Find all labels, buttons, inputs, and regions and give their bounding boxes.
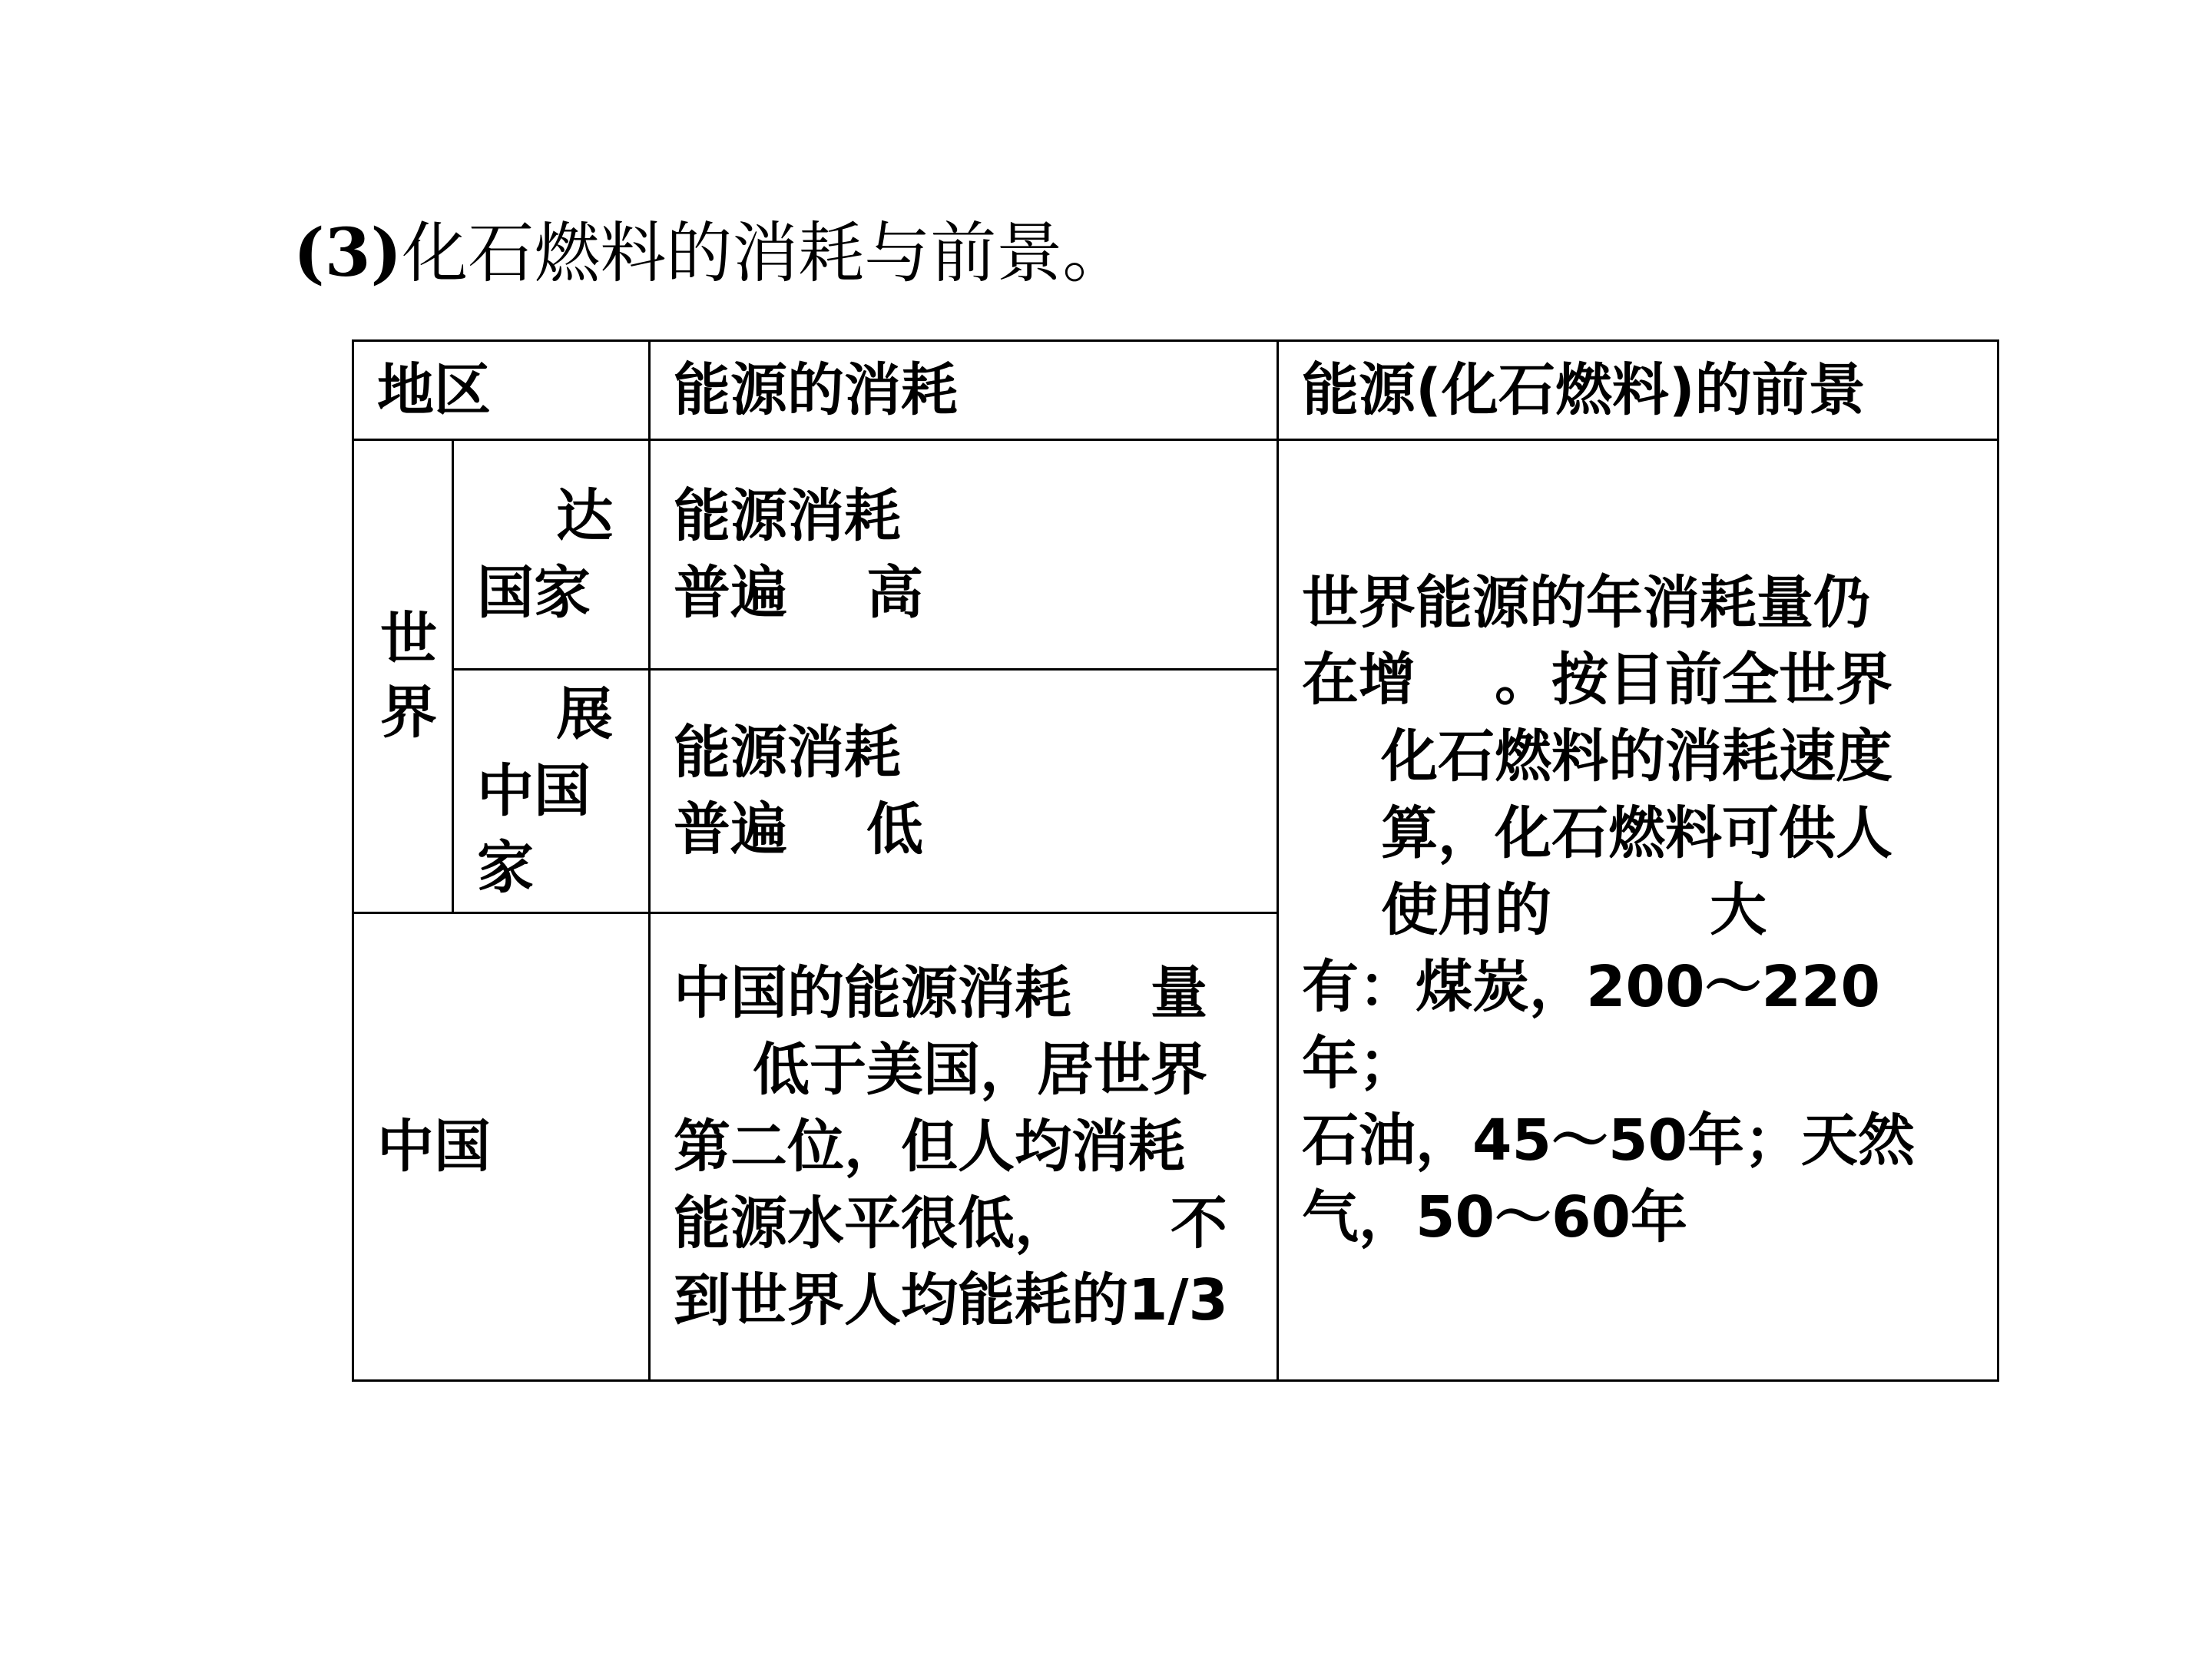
region-developed-label: 达 国家 xyxy=(453,440,650,670)
table-header-row xyxy=(353,341,1998,440)
header-consumption: 能源的消耗 xyxy=(650,341,1278,440)
region-developing-label: 展 中国 家 xyxy=(453,670,650,913)
energy-consumption-table xyxy=(352,339,1999,1382)
header-prospect: 能源(化石燃料)的前景 xyxy=(1278,341,1998,440)
developed-consumption: 能源消耗 普遍 高 xyxy=(650,440,1278,670)
region-china-label: 中国 xyxy=(353,913,650,1381)
china-consumption: 中国的能源消耗 量 低于美国，居世界 第二位，但人均消耗 能源水平很低， 不 到世界人均能耗的1/3 xyxy=(650,913,1278,1381)
developing-consumption: 能源消耗 普遍 低 xyxy=(650,670,1278,913)
page-title xyxy=(293,207,1128,300)
prospect-cell: 世界能源的年消耗量仍 在增 。按目前全世界 化石燃料的消耗速度 算，化石燃料可供人 使用的 大 有：煤炭，200～220年； 石油，45～50年；天然 气，50～60年 xyxy=(1278,440,1998,1381)
table-row-developed xyxy=(353,440,1998,670)
region-world-cell xyxy=(353,440,453,913)
title-number: (3) xyxy=(293,214,402,292)
header-region: 地区 xyxy=(353,341,650,440)
title-text: 化石燃料的消耗与前景。 xyxy=(402,215,1129,292)
region-world-label: 世界 xyxy=(380,605,437,746)
